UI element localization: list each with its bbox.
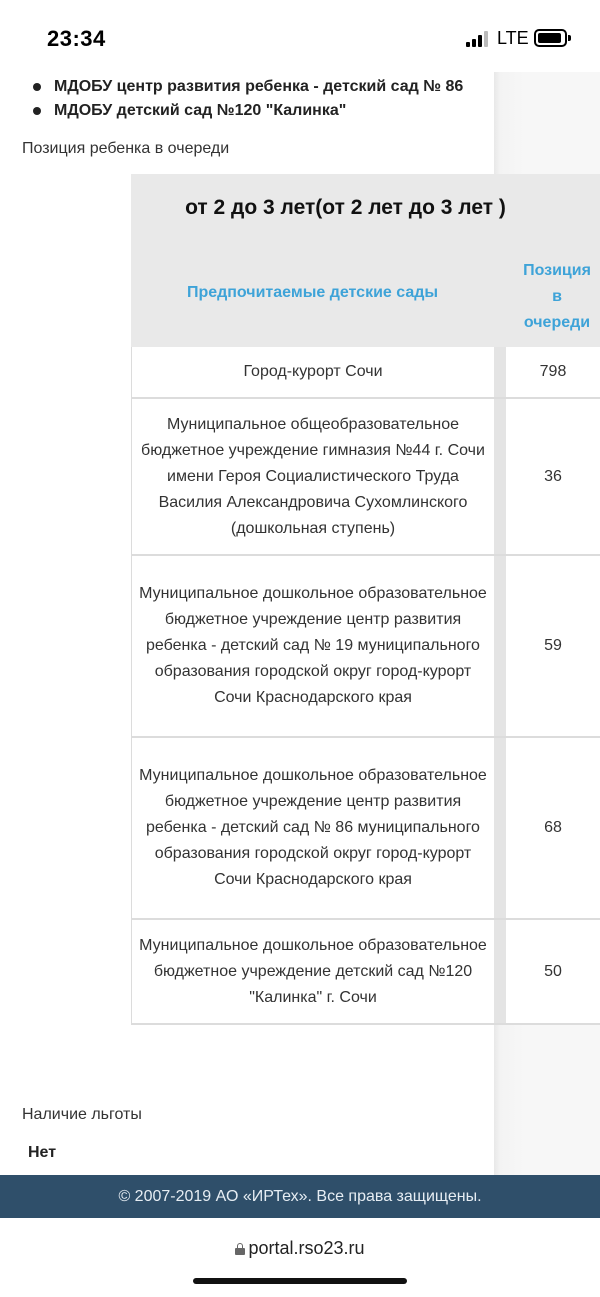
- url-text: portal.rso23.ru: [248, 1238, 365, 1258]
- table-header: [131, 174, 600, 347]
- copyright-text: © 2007-2019 АО «ИРТех». Все права защищены.: [118, 1187, 482, 1205]
- site-footer: [0, 1175, 600, 1218]
- cell-divider: [494, 738, 506, 918]
- benefit-label: Наличие льготы: [22, 1106, 142, 1123]
- cell-divider: [494, 556, 506, 736]
- browser-address-bar: [0, 1218, 600, 1297]
- status-time: 23:34: [47, 26, 106, 51]
- queue-position-label: Позиция ребенка в очереди: [22, 140, 230, 157]
- table-row: [131, 920, 600, 1025]
- table-row: [131, 556, 600, 738]
- column-header-kindergartens[interactable]: Предпочитаемые детские сады: [186, 284, 439, 301]
- column-header-position-line: в: [552, 288, 562, 305]
- kindergarten-list: [30, 76, 463, 124]
- row-border: [131, 738, 132, 918]
- age-group-title: от 2 до 3 лет(от 2 лет до 3 лет ): [185, 196, 506, 219]
- cell-divider: [494, 920, 506, 1023]
- network-type: LTE: [497, 28, 529, 48]
- list-item: МДОБУ центр развития ребенка - детский сад № 86: [30, 76, 463, 100]
- list-item: МДОБУ детский сад №120 "Калинка": [30, 100, 463, 124]
- cell-divider: [494, 347, 506, 397]
- kindergarten-name: Муниципальное дошкольное образовательное бюджетное учреждение центр развития ребенка - детский сад № 19 муниципального образования городской округ город-курорт Сочи Краснодарского края: [132, 556, 494, 736]
- kindergarten-name: Муниципальное общеобразовательное бюджетное учреждение гимназия №44 г. Сочи имени Героя Социалистического Труда Василия Александровича Сухомлинского (дошкольная ступень): [132, 399, 494, 554]
- cell-divider: [494, 399, 506, 554]
- url-display[interactable]: [0, 1238, 600, 1259]
- row-border: [131, 556, 132, 736]
- kindergarten-name: Муниципальное дошкольное образовательное бюджетное учреждение центр развития ребенка - детский сад № 86 муниципального образования городской округ город-курорт Сочи Краснодарского края: [132, 738, 494, 918]
- column-header-position-line: очереди: [523, 314, 591, 331]
- table-row: [131, 738, 600, 920]
- lock-icon: [235, 1243, 245, 1255]
- home-indicator[interactable]: [193, 1278, 407, 1284]
- signal-strength-icon: [466, 31, 490, 47]
- queue-table: [131, 174, 600, 1025]
- queue-position: 50: [506, 920, 600, 1023]
- benefit-value: Нет: [28, 1144, 57, 1161]
- battery-icon: [534, 29, 567, 47]
- kindergarten-name: Город-курорт Сочи: [132, 347, 494, 397]
- kindergarten-name: Муниципальное дошкольное образовательное бюджетное учреждение детский сад №120 "Калинка" г. Сочи: [132, 920, 494, 1023]
- queue-position: 59: [506, 556, 600, 736]
- row-border: [131, 920, 132, 1023]
- table-row: [131, 399, 600, 556]
- row-border: [131, 347, 132, 397]
- column-header-position-line: Позиция: [523, 262, 591, 279]
- column-header-position[interactable]: [514, 258, 600, 336]
- status-bar: [0, 0, 600, 72]
- queue-position: 798: [506, 347, 600, 397]
- row-border: [131, 399, 132, 554]
- table-row: [131, 347, 600, 399]
- queue-position: 36: [506, 399, 600, 554]
- queue-position: 68: [506, 738, 600, 918]
